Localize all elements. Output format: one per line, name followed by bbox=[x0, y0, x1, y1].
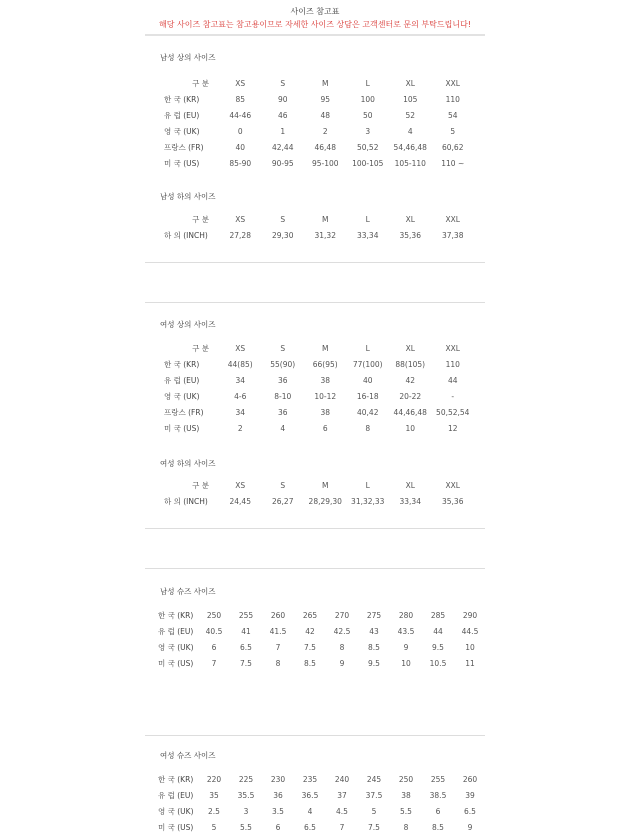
table-cell: 20-22 bbox=[399, 391, 422, 401]
table-cell: 5.5 bbox=[400, 806, 412, 816]
table-cell: 37 bbox=[337, 790, 347, 800]
table-cell: 4 bbox=[280, 423, 286, 433]
table-row bbox=[164, 107, 474, 123]
row-label: 프랑스 (FR) bbox=[164, 142, 204, 152]
table-cell: 54 bbox=[447, 110, 458, 120]
table-cell: 40,42 bbox=[357, 407, 379, 417]
column-header: XXL bbox=[445, 214, 460, 224]
row-label: 한 국 (KR) bbox=[158, 610, 194, 620]
table-cell: 40 bbox=[235, 142, 246, 152]
table-cell: 44-46 bbox=[229, 110, 252, 120]
table-cell: 260 bbox=[462, 774, 478, 784]
table-row bbox=[158, 655, 486, 671]
size-table bbox=[164, 477, 474, 509]
table-cell: 27,28 bbox=[229, 230, 251, 240]
table-cell: 250 bbox=[398, 774, 414, 784]
divider bbox=[145, 34, 485, 36]
table-cell: 6.5 bbox=[464, 806, 476, 816]
table-cell: 33,34 bbox=[399, 496, 421, 506]
table-cell: 100-105 bbox=[352, 158, 384, 168]
section-title: 여성 상의 사이즈 bbox=[160, 320, 216, 329]
table-cell: 8 bbox=[275, 658, 281, 668]
column-header: L bbox=[365, 214, 370, 224]
table-cell: 42 bbox=[305, 626, 315, 636]
table-cell: 43.5 bbox=[397, 626, 415, 636]
table-cell: 55(90) bbox=[270, 359, 296, 369]
column-header: XS bbox=[235, 214, 246, 224]
table-cell: 44.5 bbox=[461, 626, 479, 636]
column-header: XXL bbox=[445, 480, 460, 490]
column-header: S bbox=[280, 480, 286, 490]
row-label: 한 국 (KR) bbox=[164, 359, 200, 369]
row-label: 유 럽 (EU) bbox=[164, 110, 200, 120]
column-header: M bbox=[322, 214, 329, 224]
row-label: 유 럽 (EU) bbox=[164, 375, 200, 385]
notice-text: 해당 사이즈 참고표는 참고용이므로 자세한 사이즈 상담은 고객센터로 문의 부탁드립니다! bbox=[158, 20, 472, 29]
table-cell: 0 bbox=[237, 126, 243, 136]
table-cell: 9.5 bbox=[432, 642, 444, 652]
table-row bbox=[164, 91, 474, 107]
size-table bbox=[164, 75, 474, 171]
table-cell: 33,34 bbox=[357, 230, 379, 240]
table-cell: 285 bbox=[430, 610, 446, 620]
table-cell: 4.5 bbox=[336, 806, 348, 816]
table-cell: 240 bbox=[334, 774, 350, 784]
table-header-row bbox=[164, 340, 474, 356]
table-cell: 46 bbox=[277, 110, 288, 120]
table-cell: 42,44 bbox=[272, 142, 294, 152]
table-cell: 4 bbox=[407, 126, 413, 136]
table-cell: 44 bbox=[433, 626, 443, 636]
table-row bbox=[164, 227, 474, 243]
section-title: 여성 슈즈 사이즈 bbox=[160, 751, 216, 760]
table-cell: 36 bbox=[277, 407, 288, 417]
table-cell: 7 bbox=[275, 642, 281, 652]
table-cell: 9.5 bbox=[368, 658, 380, 668]
table-cell: 110 ~ bbox=[441, 158, 465, 168]
table-cell: 60,62 bbox=[442, 142, 464, 152]
table-cell: - bbox=[451, 391, 455, 401]
table-cell: 38 bbox=[320, 407, 331, 417]
table-row bbox=[164, 493, 474, 509]
table-cell: 95 bbox=[320, 94, 331, 104]
table-row bbox=[164, 123, 474, 139]
table-cell: 43 bbox=[369, 626, 379, 636]
table-cell: 52 bbox=[405, 110, 416, 120]
size-table bbox=[164, 211, 474, 243]
table-cell: 54,46,48 bbox=[393, 142, 427, 152]
row-label: 미 국 (US) bbox=[158, 658, 194, 668]
table-cell: 250 bbox=[206, 610, 222, 620]
column-header: XL bbox=[405, 343, 415, 353]
column-header: M bbox=[322, 78, 329, 88]
table-cell: 77(100) bbox=[352, 359, 383, 369]
table-cell: 1 bbox=[280, 126, 286, 136]
row-label: 구 분 bbox=[192, 480, 209, 490]
column-header: XS bbox=[235, 78, 246, 88]
table-cell: 8 bbox=[339, 642, 345, 652]
table-cell: 220 bbox=[206, 774, 222, 784]
column-header: XXL bbox=[445, 78, 460, 88]
table-cell: 245 bbox=[366, 774, 382, 784]
column-header: XXL bbox=[445, 343, 460, 353]
table-cell: 35,36 bbox=[442, 496, 464, 506]
size-table bbox=[164, 340, 474, 436]
column-header: XL bbox=[405, 214, 415, 224]
column-header: XS bbox=[235, 480, 246, 490]
table-cell: 44 bbox=[447, 375, 458, 385]
table-cell: 50 bbox=[362, 110, 373, 120]
table-cell: 48 bbox=[320, 110, 331, 120]
table-header-row bbox=[164, 477, 474, 493]
table-cell: 230 bbox=[270, 774, 286, 784]
divider bbox=[145, 302, 485, 303]
table-cell: 35 bbox=[209, 790, 219, 800]
table-row bbox=[158, 787, 486, 803]
table-cell: 36 bbox=[273, 790, 283, 800]
table-cell: 37.5 bbox=[365, 790, 383, 800]
table-cell: 38.5 bbox=[429, 790, 447, 800]
table-cell: 5.5 bbox=[240, 822, 252, 832]
table-cell: 7.5 bbox=[368, 822, 380, 832]
divider bbox=[145, 568, 485, 569]
table-cell: 255 bbox=[238, 610, 254, 620]
table-cell: 42 bbox=[405, 375, 416, 385]
table-cell: 7 bbox=[211, 658, 217, 668]
table-cell: 44(85) bbox=[227, 359, 253, 369]
column-header: L bbox=[365, 78, 370, 88]
table-cell: 16-18 bbox=[356, 391, 379, 401]
table-cell: 36.5 bbox=[301, 790, 319, 800]
column-header: S bbox=[280, 343, 286, 353]
table-cell: 10 bbox=[465, 642, 475, 652]
table-cell: 90 bbox=[277, 94, 288, 104]
table-cell: 255 bbox=[430, 774, 446, 784]
table-cell: 38 bbox=[320, 375, 331, 385]
table-cell: 6.5 bbox=[304, 822, 316, 832]
table-cell: 10.5 bbox=[429, 658, 447, 668]
row-label: 유 럽 (EU) bbox=[158, 790, 194, 800]
table-row bbox=[164, 388, 474, 404]
table-cell: 6 bbox=[211, 642, 217, 652]
table-cell: 12 bbox=[447, 423, 458, 433]
table-cell: 4 bbox=[307, 806, 313, 816]
column-header: L bbox=[365, 343, 370, 353]
section-title: 남성 슈즈 사이즈 bbox=[160, 587, 216, 596]
table-cell: 41.5 bbox=[269, 626, 287, 636]
table-cell: 50,52,54 bbox=[436, 407, 470, 417]
table-header-row bbox=[164, 75, 474, 91]
table-row bbox=[158, 607, 486, 623]
table-cell: 31,32 bbox=[314, 230, 336, 240]
table-cell: 3.5 bbox=[272, 806, 284, 816]
section-title: 여성 하의 사이즈 bbox=[160, 459, 216, 468]
table-cell: 37,38 bbox=[442, 230, 464, 240]
table-cell: 35.5 bbox=[237, 790, 255, 800]
table-cell: 39 bbox=[465, 790, 475, 800]
table-cell: 7.5 bbox=[240, 658, 252, 668]
table-cell: 95-100 bbox=[311, 158, 339, 168]
table-row bbox=[158, 819, 486, 835]
table-cell: 10 bbox=[401, 658, 411, 668]
table-cell: 235 bbox=[302, 774, 318, 784]
column-header: XS bbox=[235, 343, 246, 353]
row-label: 구 분 bbox=[192, 78, 209, 88]
table-cell: 290 bbox=[462, 610, 478, 620]
row-label: 프랑스 (FR) bbox=[164, 407, 204, 417]
table-row bbox=[164, 356, 474, 372]
table-row bbox=[158, 803, 486, 819]
table-cell: 50,52 bbox=[357, 142, 379, 152]
table-cell: 11 bbox=[465, 658, 475, 668]
table-cell: 5 bbox=[450, 126, 456, 136]
row-label: 구 분 bbox=[192, 214, 209, 224]
table-cell: 8.5 bbox=[368, 642, 380, 652]
row-label: 구 분 bbox=[192, 343, 209, 353]
column-header: S bbox=[280, 214, 286, 224]
column-header: XL bbox=[405, 78, 415, 88]
table-cell: 8 bbox=[403, 822, 409, 832]
table-cell: 6 bbox=[322, 423, 328, 433]
table-cell: 9 bbox=[467, 822, 473, 832]
table-cell: 35,36 bbox=[399, 230, 421, 240]
table-cell: 5 bbox=[371, 806, 377, 816]
row-label: 영 국 (UK) bbox=[164, 126, 200, 136]
table-cell: 40 bbox=[362, 375, 373, 385]
table-row bbox=[158, 771, 486, 787]
row-label: 미 국 (US) bbox=[164, 158, 200, 168]
row-label: 미 국 (US) bbox=[158, 822, 194, 832]
table-cell: 85 bbox=[235, 94, 246, 104]
table-cell: 28,29,30 bbox=[308, 496, 342, 506]
column-header: XL bbox=[405, 480, 415, 490]
table-cell: 6 bbox=[275, 822, 281, 832]
table-cell: 2 bbox=[322, 126, 328, 136]
page-title: 사이즈 참고표 bbox=[290, 7, 340, 16]
table-cell: 6 bbox=[435, 806, 441, 816]
section-title: 남성 상의 사이즈 bbox=[160, 53, 216, 62]
row-label: 유 럽 (EU) bbox=[158, 626, 194, 636]
row-label: 미 국 (US) bbox=[164, 423, 200, 433]
column-header: S bbox=[280, 78, 286, 88]
table-cell: 3 bbox=[365, 126, 371, 136]
table-cell: 2 bbox=[237, 423, 243, 433]
table-cell: 36 bbox=[277, 375, 288, 385]
table-row bbox=[158, 639, 486, 655]
table-cell: 260 bbox=[270, 610, 286, 620]
table-cell: 110 bbox=[445, 94, 460, 104]
table-cell: 105 bbox=[403, 94, 418, 104]
table-cell: 280 bbox=[398, 610, 414, 620]
table-cell: 270 bbox=[334, 610, 350, 620]
table-cell: 275 bbox=[366, 610, 382, 620]
table-cell: 105-110 bbox=[394, 158, 426, 168]
table-cell: 90-95 bbox=[271, 158, 294, 168]
table-row bbox=[164, 139, 474, 155]
table-cell: 7 bbox=[339, 822, 345, 832]
table-cell: 2.5 bbox=[208, 806, 220, 816]
table-cell: 7.5 bbox=[304, 642, 316, 652]
table-row bbox=[164, 372, 474, 388]
table-cell: 40.5 bbox=[205, 626, 223, 636]
column-header: M bbox=[322, 480, 329, 490]
table-cell: 110 bbox=[445, 359, 460, 369]
row-label: 하 의 (INCH) bbox=[164, 230, 208, 240]
table-cell: 34 bbox=[235, 407, 246, 417]
table-cell: 265 bbox=[302, 610, 318, 620]
table-cell: 88(105) bbox=[395, 359, 426, 369]
table-cell: 225 bbox=[238, 774, 254, 784]
table-cell: 6.5 bbox=[240, 642, 252, 652]
divider bbox=[145, 262, 485, 263]
table-cell: 42.5 bbox=[333, 626, 351, 636]
table-cell: 8.5 bbox=[304, 658, 316, 668]
table-cell: 10 bbox=[405, 423, 416, 433]
table-cell: 3 bbox=[243, 806, 249, 816]
table-cell: 26,27 bbox=[272, 496, 294, 506]
section-title: 남성 하의 사이즈 bbox=[160, 192, 216, 201]
row-label: 한 국 (KR) bbox=[158, 774, 194, 784]
table-row bbox=[164, 420, 474, 436]
table-header-row bbox=[164, 211, 474, 227]
table-cell: 24,45 bbox=[229, 496, 251, 506]
table-row bbox=[158, 623, 486, 639]
table-row bbox=[164, 155, 474, 171]
table-cell: 44,46,48 bbox=[393, 407, 427, 417]
column-header: L bbox=[365, 480, 370, 490]
row-label: 영 국 (UK) bbox=[164, 391, 200, 401]
size-table bbox=[158, 607, 486, 671]
table-cell: 8.5 bbox=[432, 822, 444, 832]
table-cell: 4-6 bbox=[234, 391, 247, 401]
table-cell: 9 bbox=[403, 642, 409, 652]
divider bbox=[145, 528, 485, 529]
row-label: 영 국 (UK) bbox=[158, 642, 194, 652]
table-cell: 8-10 bbox=[274, 391, 292, 401]
table-cell: 29,30 bbox=[272, 230, 294, 240]
table-cell: 41 bbox=[241, 626, 251, 636]
table-cell: 10-12 bbox=[314, 391, 337, 401]
row-label: 영 국 (UK) bbox=[158, 806, 194, 816]
table-cell: 34 bbox=[235, 375, 246, 385]
table-cell: 85-90 bbox=[229, 158, 252, 168]
divider bbox=[145, 735, 485, 736]
row-label: 한 국 (KR) bbox=[164, 94, 200, 104]
table-cell: 66(95) bbox=[312, 359, 338, 369]
table-cell: 5 bbox=[211, 822, 217, 832]
table-cell: 46,48 bbox=[314, 142, 336, 152]
size-table bbox=[158, 771, 486, 835]
table-cell: 38 bbox=[401, 790, 411, 800]
table-cell: 8 bbox=[365, 423, 371, 433]
row-label: 하 의 (INCH) bbox=[164, 496, 208, 506]
column-header: M bbox=[322, 343, 329, 353]
table-cell: 9 bbox=[339, 658, 345, 668]
table-cell: 31,32,33 bbox=[351, 496, 385, 506]
table-cell: 100 bbox=[360, 94, 375, 104]
table-row bbox=[164, 404, 474, 420]
